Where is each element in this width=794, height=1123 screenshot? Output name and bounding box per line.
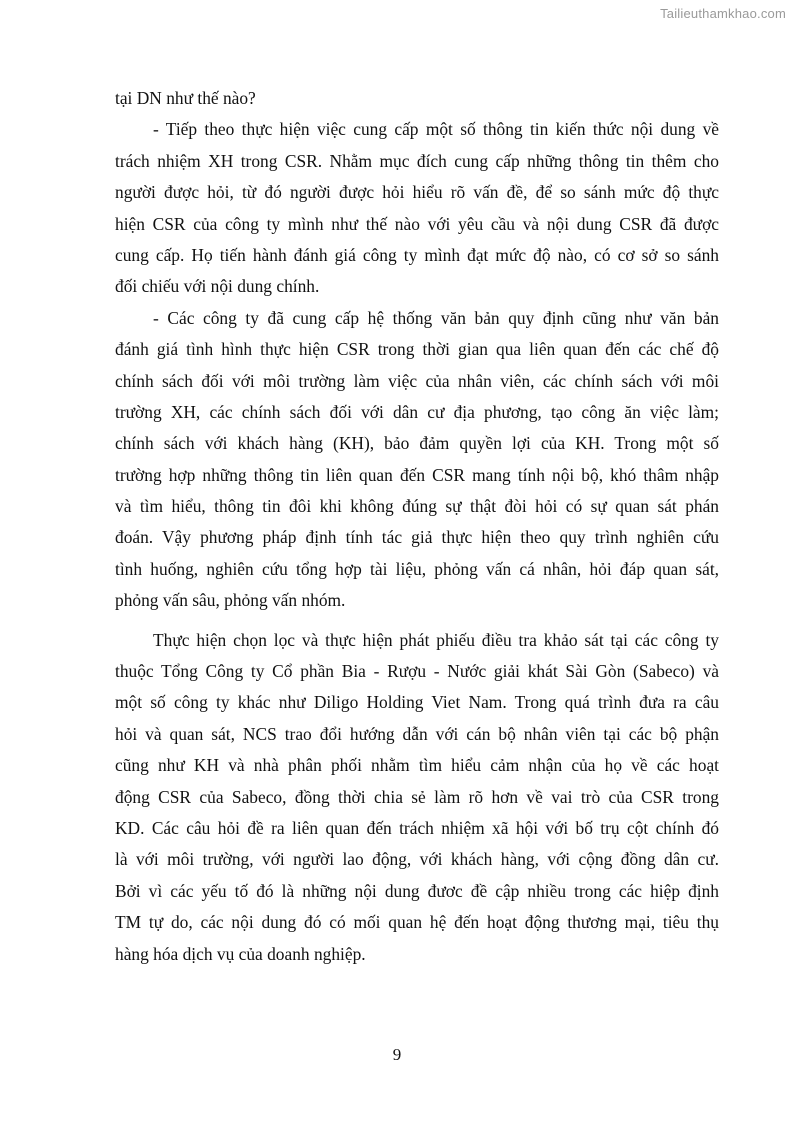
text-line: đoán. Vậy phương pháp định tính tác giả thực hiện theo quy trình nghiên cứu	[115, 527, 719, 548]
text-line: chính sách với khách hàng (KH), bảo đảm quyền lợi của KH. Trong một số	[115, 433, 719, 454]
text-line: hiện CSR của công ty mình như thế nào với yêu cầu và nội dung CSR đã được	[115, 213, 719, 234]
text-line: trường hợp những thông tin liên quan đến CSR mang tính nội bộ, khó thâm nhập	[115, 464, 719, 485]
watermark: Tailieuthamkhao.com	[660, 6, 786, 21]
text-line: đánh giá tình hình thực hiện CSR trong thời gian qua liên quan đến các chế độ	[115, 339, 719, 360]
text-line: một số công ty khác như Diligo Holding Viet Nam. Trong quá trình đưa ra câu	[115, 692, 719, 713]
paragraph-spacer	[115, 617, 719, 625]
text-line: là với môi trường, với người lao động, với khách hàng, với cộng đồng dân cư.	[115, 849, 719, 870]
document-body	[115, 83, 719, 970]
text-line: hàng hóa dịch vụ của doanh nghiệp.	[115, 943, 366, 964]
text-line: trường XH, các chính sách đối với dân cư địa phương, tạo công ăn việc làm;	[115, 401, 719, 422]
text-line: thuộc Tổng Công ty Cổ phần Bia - Rượu - Nước giải khát Sài Gòn (Sabeco) và	[115, 661, 719, 682]
text-line: tình huống, nghiên cứu tổng hợp tài liệu, phỏng vấn cá nhân, hỏi đáp quan sát,	[115, 558, 719, 579]
text-line: TM tự do, các nội dung đó có mối quan hệ đến hoạt động thương mại, tiêu thụ	[115, 912, 719, 933]
text-line: - Các công ty đã cung cấp hệ thống văn bản quy định cũng như văn bản	[153, 307, 719, 328]
text-line: cũng như KH và nhà phân phối nhằm tìm hiểu cảm nhận của họ về các hoạt	[115, 755, 719, 776]
text-line: động CSR của Sabeco, đồng thời chia sẻ làm rõ hơn về vai trò của CSR trong	[115, 786, 719, 807]
paragraph	[115, 625, 719, 970]
text-line: tại DN như thế nào?	[115, 88, 256, 108]
text-line: KD. Các câu hỏi đề ra liên quan đến trách nhiệm xã hội với bố trụ cột chính đó	[115, 817, 719, 838]
text-line: Bởi vì các yếu tố đó là những nội dung đươc đề cập nhiều trong các hiệp định	[115, 880, 719, 901]
text-line: trách nhiệm XH trong CSR. Nhằm mục đích cung cấp những thông tin thêm cho	[115, 150, 719, 171]
text-line: cung cấp. Họ tiến hành đánh giá công ty mình đạt mức độ nào, có cơ sở so sánh	[115, 244, 719, 265]
text-line: và tìm hiểu, thông tin đôi khi không đúng sự thật đòi hỏi có sự quan sát phán	[115, 496, 719, 517]
text-line: hỏi và quan sát, NCS trao đổi hướng dẫn với cán bộ nhân viên tại các bộ phận	[115, 723, 719, 744]
text-line: Thực hiện chọn lọc và thực hiện phát phiếu điều tra khảo sát tại các công ty	[153, 629, 719, 650]
paragraph	[115, 83, 719, 114]
paragraph	[115, 114, 719, 302]
text-line: chính sách đối với môi trường làm việc của nhân viên, các chính sách với môi	[115, 370, 719, 391]
text-line: người được hỏi, từ đó người được hỏi hiểu rõ vấn đề, để so sánh mức độ thực	[115, 182, 719, 203]
text-line: - Tiếp theo thực hiện việc cung cấp một số thông tin kiến thức nội dung về	[153, 119, 719, 140]
text-line: đối chiếu với nội dung chính.	[115, 276, 320, 297]
paragraph	[115, 303, 719, 617]
text-line: phỏng vấn sâu, phỏng vấn nhóm.	[115, 590, 346, 611]
page-number: 9	[392, 1045, 402, 1064]
